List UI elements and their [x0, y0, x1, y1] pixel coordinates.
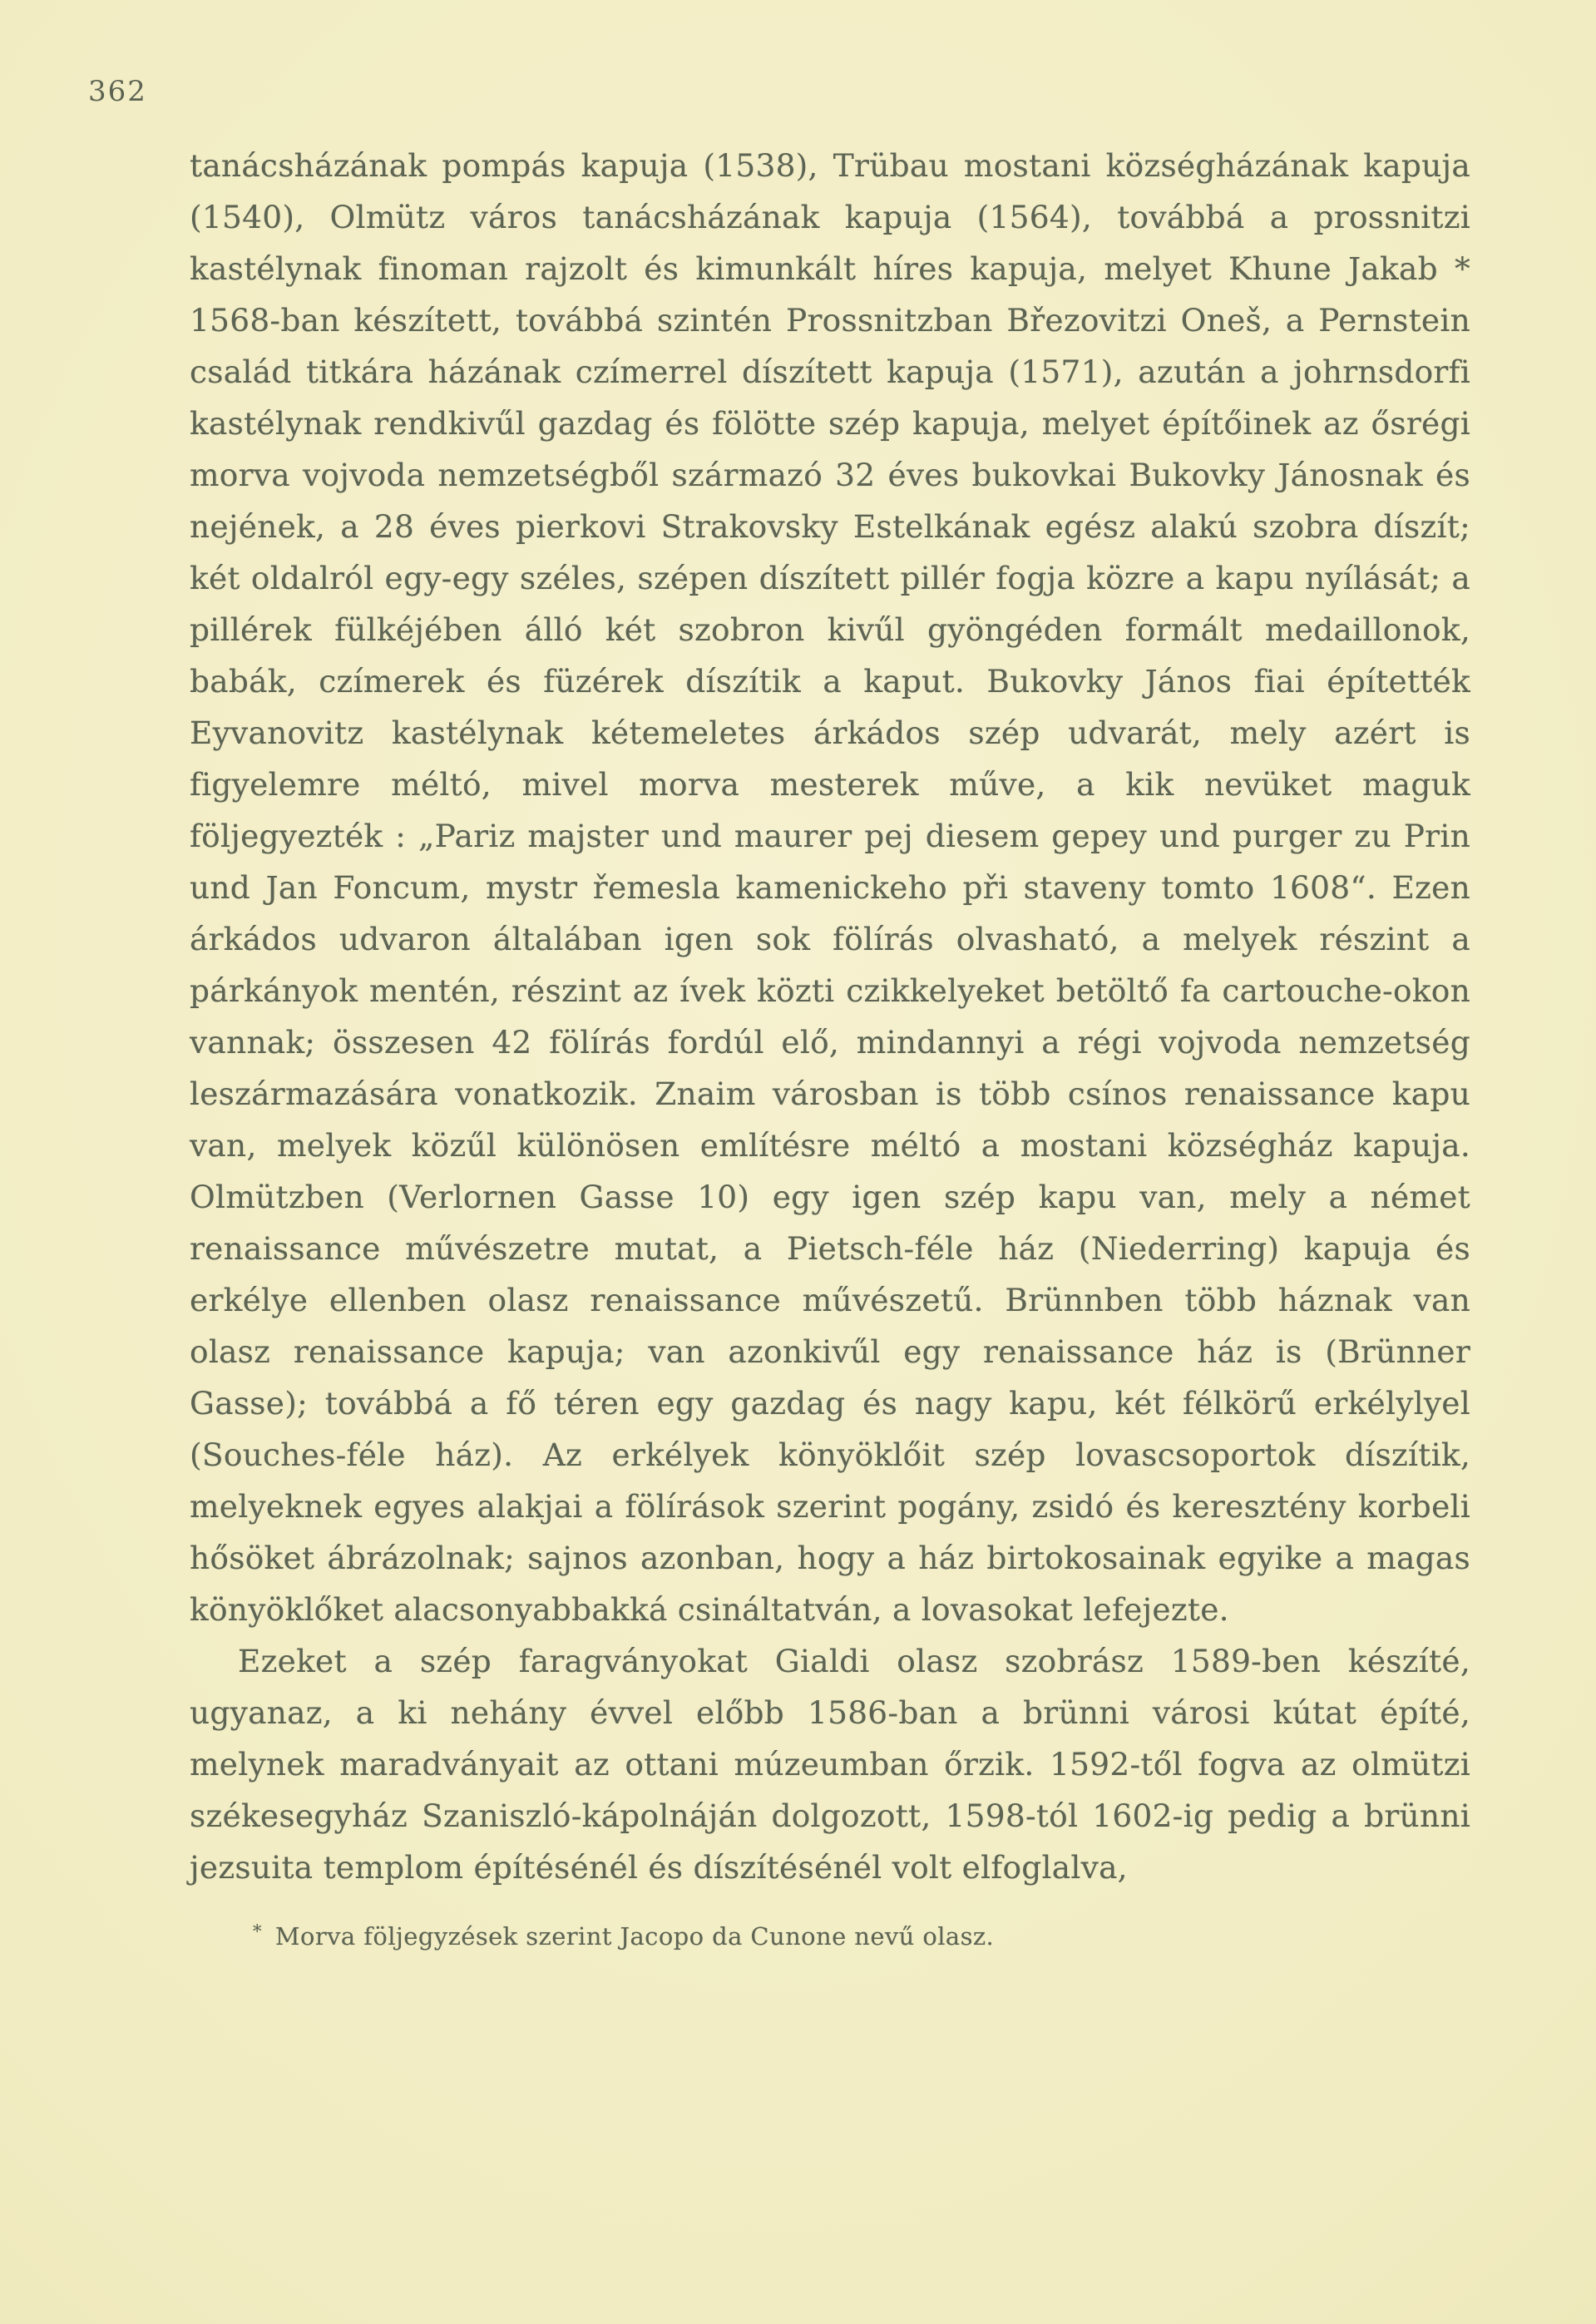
footnote	[253, 1915, 1317, 1953]
body-paragraph: tanácsházának pompás kapuja (1538), Trübau mostani községházának kapuja (1540), Olmütz város tanácsházának kapuja (1564), továbbá a prossnitzi kastélynak finoman rajzolt és kimunkált híres kapuja, melyet Khune Jakab * 1568-ban készített, továbbá szintén Prossnitzban Březovitzi Oneš, a Pernstein család titkára házának czímerrel díszített kapuja (1571), azután a johrnsdorfi kastélynak rendkivűl gazdag és fölötte szép kapuja, melyet építőinek az ősrégi morva vojvoda nemzetségből származó 32 éves bukovkai Bukovky Jánosnak és nejének, a 28 éves pierkovi Strakovsky Estelkának egész alakú szobra díszít; két oldalról egy-egy széles, szépen díszített pillér fogja közre a kapu nyílását; a pillérek fülkéjében álló két szobron kivűl gyöngéden formált medaillonok, babák, czímerek és füzérek díszítik a kaput. Bukovky János fiai építették Eyvanovitz kastélynak kétemeletes árkádos szép udvarát, mely azért is figyelemre méltó, mivel morva mesterek műve, a kik nevüket maguk följegyezték : „Pariz majster und maurer pej diesem gepey und purger zu Prin und Jan Foncum, mystr řemesla kamenickeho při staveny tomto 1608“. Ezen árkádos udvaron általában igen sok fölírás olvasható, a melyek részint a párkányok mentén, részint az ívek közti czikkelyeket betöltő fa cartouche-okon vannak; összesen 42 fölírás fordúl elő, mindannyi a régi vojvoda nemzetség leszármazására vonatkozik. Znaim városban is több csínos renaissance kapu van, melyek közűl különösen említésre méltó a mostani községház kapuja. Olmützben (Verlornen Gasse 10) egy igen szép kapu van, mely a német renaissance művészetre mutat, a Pietsch-féle ház (Niederring) kapuja és erkélye ellenben olasz renaissance művészetű. Brünnben több háznak van olasz renaissance kapuja; van azonkivűl egy renaissance ház is (Brünner Gasse); továbbá a fő téren egy gazdag és nagy kapu, két félkörű erkélylyel (Souches-féle ház). Az erkélyek könyöklőit szép lovascsoportok díszítik, melyeknek egyes alakjai a fölírások szerint pogány, zsidó és keresztény korbeli hősöket ábrázolnak; sajnos azonban, hogy a ház birtokosainak egyike a magas könyöklőket alacsonyabbakká csináltatván, a lovasokat lefejezte.	[190, 147, 1470, 1628]
main-text-block	[190, 140, 1470, 1953]
footnote-marker: *	[253, 1921, 262, 1941]
page-number: 362	[88, 75, 147, 108]
body-paragraph: Ezeket a szép faragványokat Gialdi olasz szobrász 1589-ben készíté, ugyanaz, a ki nehány évvel előbb 1586-ban a brünni városi kútat építé, melynek maradványait az ottani múzeumban őrzik. 1592-től fogva az olmützi székesegyház Szaniszló-kápolnáján dolgozott, 1598-tól 1602-ig pedig a brünni jezsuita templom építésénél és díszítésénél volt elfoglalva,	[190, 1643, 1470, 1886]
footnote-text: Morva följegyzések szerint Jacopo da Cunone nevű olasz.	[274, 1922, 995, 1951]
